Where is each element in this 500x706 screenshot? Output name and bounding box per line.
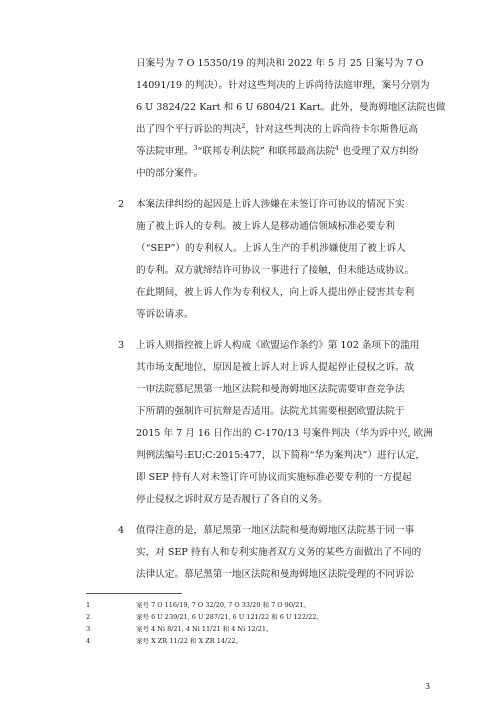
footnote-number: 4 [86,637,91,645]
footnote-ref: 4 [334,144,339,152]
footnote-number: 1 [86,601,91,609]
paragraph-line: 其市场支配地位，原因是被上诉人对上诉人提起停止侵权之诉。故 [136,362,415,373]
intro-line: 14091/19 的判决）。针对这些判决的上诉尚待法庭审理，案号分别为 [136,80,430,91]
paragraph-line: 一审法院慕尼黑第一地区法院和曼海姆地区法院需要审查竞争法 [136,384,405,395]
footnote-text: 案号 6 U 239/21, 6 U 287/21, 6 U 121/22 和 6 U 122/22。 [136,613,323,621]
paragraph-line: 等诉讼请求。 [136,309,194,320]
intro-text: “ [197,146,203,157]
footnote-text: 案号 X ZR 11/22 和 X ZR 14/22。 [136,637,243,645]
intro-text: 出了四个平行诉讼的判决 [136,124,242,135]
footnote-text: 案号 7 O 116/19, 7 O 32/20, 7 O 33/20 和 7 O 90/21。 [136,601,310,609]
paragraph-line: 即 SEP 持有人对未签订许可协议而实施标准必要专利的一方提起 [136,472,412,483]
footnote-number: 3 [86,625,91,633]
paragraph-number: 2 [118,199,125,210]
paragraph-line: 本案法律纠纷的起因是上诉人涉嫌在未签订许可协议的情况下实 [136,199,405,210]
intro-line [136,124,418,136]
intro-text: ” [259,146,265,157]
intro-text: ，针对这些判决的上诉尚待卡尔斯鲁厄高 [245,124,419,135]
paragraph-line: 的专利。双方就缔结许可协议一事进行了接触，但未能达成协议。 [136,265,415,276]
intro-line: 中的部分案件。 [136,168,204,179]
paragraph-line: 下所谓的强制许可抗辩是否适用。法院尤其需要根据欧盟法院于 [136,406,405,417]
intro-text: 等法院审理。 [136,146,194,157]
paragraph-number: 4 [118,525,125,536]
intro-text: 和联邦最高法院 [264,146,335,157]
paragraph-line: 施了被上诉人的专利。被上诉人是移动通信领域标准必要专利 [136,221,396,232]
paragraph-line: 在此期间，被上诉人作为专利权人，向上诉人提出停止侵害其专利 [136,287,415,298]
paragraph-line: 停止侵权之诉时双方是否履行了各自的义务。 [136,494,328,505]
intro-text: 联邦专利法院 [202,146,260,157]
intro-text: 也受理了双方纠纷 [338,146,419,157]
paragraph-line: （“SEP”）的专利权人。上诉人生产的手机涉嫌使用了被上诉人 [136,243,406,254]
paragraph-line: 判例法编号:EU:C:2015:477，以下简称“华为案判决”）进行认定， [136,450,426,461]
paragraph-line: 值得注意的是，慕尼黑第一地区法院和曼海姆地区法院基于同一事 [136,525,415,536]
footnote-ref: 2 [241,122,246,130]
footnote-number: 2 [86,613,91,621]
paragraph-line: 实，对 SEP 持有人和专利实施者双方义务的某些方面做出了不同的 [136,547,422,558]
footnote-text: 案号 4 Ni 8/21, 4 Ni 11/21 和 4 Ni 12/21。 [136,625,273,633]
paragraph-line: 法律认定。慕尼黑第一地区法院和曼海姆地区法院受理的不同诉讼 [136,569,415,580]
footnote-ref: 3 [193,144,198,152]
intro-line: 日案号为 7 O 15350/19 的判决和 2022 年 5 月 25 日案号为 7 O [136,58,424,69]
footnote-separator [86,593,182,594]
paragraph-line: 上诉人则指控被上诉人构成《欧盟运作条约》第 102 条项下的滥用 [136,340,420,351]
page-number: 3 [425,682,431,691]
paragraph-line: 2015 年 7 月 16 日作出的 C-170/13 号案件判决（华为诉中兴, 欧洲 [136,428,433,439]
paragraph-number: 3 [118,340,125,351]
intro-line: 6 U 3824/22 Kart 和 6 U 6804/21 Kart。此外，曼海姆地区法院也做 [136,102,446,113]
intro-line [136,146,419,158]
